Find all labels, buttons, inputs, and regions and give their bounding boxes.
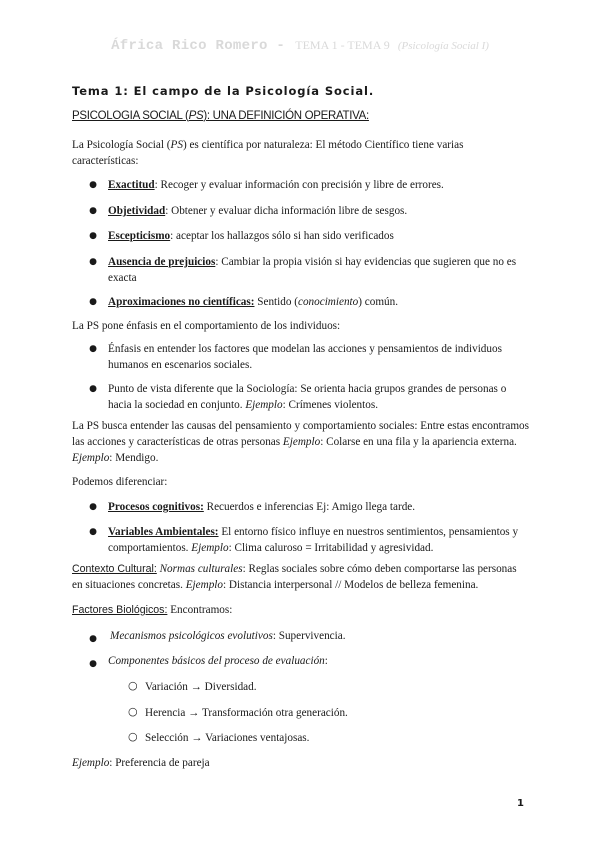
list-item-term: Procesos cognitivos: xyxy=(108,501,204,513)
bullet-icon: ● xyxy=(89,634,97,644)
list-item-line2-post: : Clima caluroso = Irritabilidad y agresividad. xyxy=(228,542,434,554)
list-item-line2: humanos en escenarios sociales. xyxy=(108,359,253,371)
section-label: Factores Biológicos: xyxy=(72,604,168,616)
paragraph: Podemos diferenciar: xyxy=(72,476,168,488)
cultural-context-paragraph xyxy=(72,561,542,593)
bullet-icon: ● xyxy=(89,180,97,190)
circle-bullet-icon: ○ xyxy=(128,679,138,692)
list-item xyxy=(108,228,564,244)
list-item-italic: Componentes básicos del proceso de evaluación xyxy=(108,655,325,667)
circle-bullet-icon: ○ xyxy=(128,730,138,743)
circle-bullet-icon: ○ xyxy=(128,705,138,718)
ejemplo-label: Ejemplo xyxy=(72,757,110,769)
paragraph-line1: : Reglas sociales sobre cómo deben comportarse las personas xyxy=(242,563,517,575)
header-author: África Rico Romero - xyxy=(111,38,286,54)
list-item-term: Aproximaciones no científicas: xyxy=(108,296,255,308)
list-item-italic: conocimiento xyxy=(297,296,359,308)
list-item xyxy=(108,524,548,556)
list-item xyxy=(108,177,564,193)
paragraph-line3-post: : Mendigo. xyxy=(109,452,159,464)
list-item-line2: comportamientos. xyxy=(108,542,192,554)
list-item-text: : Supervivencia. xyxy=(272,630,346,642)
paragraph-line2-post: : Distancia interpersonal // Modelos de belleza femenina. xyxy=(223,579,479,591)
list-item-term: Variables Ambientales: xyxy=(108,526,219,538)
page-header xyxy=(0,38,600,54)
final-example xyxy=(72,755,528,771)
biological-factors-paragraph xyxy=(72,602,528,618)
list-item-text: El entorno físico influye en nuestros sentimientos, pensamientos y xyxy=(218,526,519,538)
final-example-text: : Preferencia de pareja xyxy=(109,757,210,769)
ejemplo-label: Ejemplo xyxy=(282,436,321,448)
list-item-text: : Obtener y evaluar dicha información libre de sesgos. xyxy=(165,205,408,217)
list-item-text: : Recoger y evaluar información con precisión y libre de errores. xyxy=(154,179,444,191)
list-item-text-cont: exacta xyxy=(108,272,137,284)
list-item xyxy=(108,653,564,669)
page-number: 1 xyxy=(517,798,524,809)
list-item-term: Exactitud xyxy=(108,179,155,191)
bullet-icon: ● xyxy=(89,231,97,241)
paragraph-line2: las acciones y características de otras personas xyxy=(72,436,283,448)
cultural-norms: Normas culturales xyxy=(156,563,243,575)
bullet-icon: ● xyxy=(89,527,97,537)
list-item xyxy=(108,203,564,219)
bullet-icon: ● xyxy=(89,344,97,354)
sub-list-item: Herencia → Transformación otra generación. xyxy=(145,707,348,719)
intro-abbr: PS xyxy=(170,139,183,151)
bullet-icon: ● xyxy=(89,384,97,394)
intro-line1: ) es científica por naturaleza: El método Científico tiene varias xyxy=(182,139,464,151)
list-item-line2: hacia la sociedad en conjunto. xyxy=(108,399,246,411)
header-subject: (Psicología Social I) xyxy=(397,40,489,52)
paragraph-line2-post: : Colarse en una fila y la apariencia externa. xyxy=(320,436,517,448)
section-heading-pre: PSICOLOGIA SOCIAL ( xyxy=(72,110,189,122)
list-item-term: Objetividad xyxy=(108,205,166,217)
intro-paragraph xyxy=(72,137,528,169)
list-item-text: Recuerdos e inferencias Ej: Amigo llega tarde. xyxy=(203,501,416,513)
list-item xyxy=(108,254,548,286)
ejemplo-label: Ejemplo xyxy=(185,579,223,591)
list-item xyxy=(108,499,564,515)
intro-line2: características: xyxy=(72,155,139,167)
list-item-text: Sentido ( xyxy=(254,296,298,308)
list-item xyxy=(108,341,548,373)
bullet-icon: ● xyxy=(89,659,97,669)
bullet-icon: ● xyxy=(89,297,97,307)
list-item-line1: Punto de vista diferente que la Sociología: Se orienta hacia grupos grandes de personas o xyxy=(108,383,507,395)
section-heading xyxy=(72,110,369,122)
ejemplo-label: Ejemplo xyxy=(191,542,229,554)
list-item-term: Ausencia de prejuicios xyxy=(108,256,216,268)
list-item-italic: Mecanismos psicológicos evolutivos xyxy=(110,630,273,642)
paragraph xyxy=(72,418,542,466)
section-heading-post: ): UNA DEFINICIÓN OPERATIVA: xyxy=(203,110,369,122)
ejemplo-label: Ejemplo xyxy=(72,452,110,464)
list-item xyxy=(108,381,548,413)
list-item-text: : aceptar los hallazgos sólo si han sido verificados xyxy=(170,230,394,242)
header-tema-range: TEMA 1 - TEMA 9 xyxy=(295,38,390,52)
section-heading-abbr: PS xyxy=(188,110,204,122)
sub-list-item: Variación → Diversidad. xyxy=(145,681,257,693)
intro-pre: La Psicología Social ( xyxy=(72,139,171,151)
paragraph: La PS pone énfasis en el comportamiento de los individuos: xyxy=(72,320,341,332)
sub-list-item: Selección → Variaciones ventajosas. xyxy=(145,732,310,744)
list-item-line2-post: : Crímenes violentos. xyxy=(282,399,379,411)
list-item-text: : xyxy=(324,655,328,667)
list-item xyxy=(108,294,564,310)
paragraph-line1: La PS busca entender las causas del pensamiento y comportamiento sociales: Entre estas encontramos xyxy=(72,420,529,432)
section-label: Contexto Cultural: xyxy=(72,563,157,575)
bullet-icon: ● xyxy=(89,257,97,267)
list-item-text: : Cambiar la propia visión si hay evidencias que sugieren que no es xyxy=(215,256,517,268)
list-item-text-end: ) común. xyxy=(358,296,399,308)
bullet-icon: ● xyxy=(89,502,97,512)
list-item xyxy=(110,628,566,644)
bullet-icon: ● xyxy=(89,206,97,216)
list-item-line1: Énfasis en entender los factores que modelan las acciones y pensamientos de individuos xyxy=(108,343,502,355)
paragraph-line2: en situaciones concretas. xyxy=(72,579,186,591)
page-title: Tema 1: El campo de la Psicología Social. xyxy=(72,84,375,98)
ejemplo-label: Ejemplo xyxy=(245,399,283,411)
paragraph-text: Encontramos: xyxy=(167,604,233,616)
list-item-term: Escepticismo xyxy=(108,230,171,242)
